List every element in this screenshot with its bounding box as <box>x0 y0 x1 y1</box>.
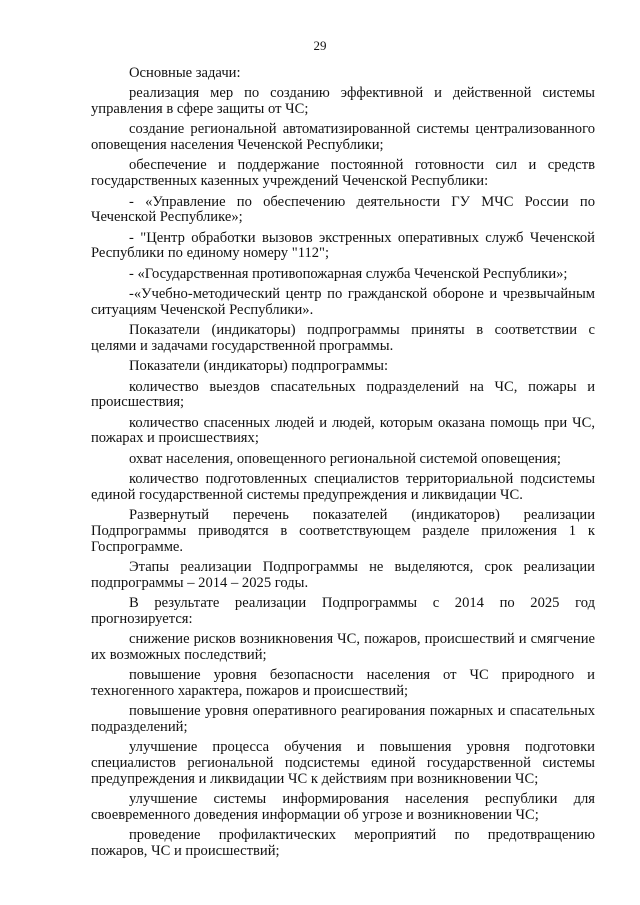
paragraph: - «Управление по обеспечению деятельности ГУ МЧС России по Чеченской Республике»; <box>91 193 595 226</box>
paragraph: улучшение процесса обучения и повышения уровня подготовки специалистов региональной подсистемы единой государственной системы предупреждения и ликвидации ЧС к действиям при возникновении ЧС; <box>91 739 595 788</box>
page-number: 29 <box>313 38 327 53</box>
paragraph: количество выездов спасательных подразделений на ЧС, пожары и происшествия; <box>91 378 595 411</box>
paragraph: реализация мер по созданию эффективной и действенной системы управления в сфере защиты от ЧС; <box>91 85 595 118</box>
document-body <box>91 66 595 865</box>
paragraph: -«Учебно-методический центр по гражданской обороне и чрезвычайным ситуациям Чеченской Республики». <box>91 286 595 318</box>
paragraph: количество подготовленных специалистов территориальной подсистемы единой государственной системы предупреждения и ликвидации ЧС. <box>91 471 595 503</box>
paragraph: проведение профилактических мероприятий по предотвращению пожаров, ЧС и происшествий; <box>91 827 595 860</box>
paragraph: Этапы реализации Подпрограммы не выделяются, срок реализации подпрограммы – 2014 – 2025 годы. <box>91 559 595 591</box>
paragraph: В результате реализации Подпрограммы с 2014 по 2025 год прогнозируется: <box>91 595 595 627</box>
paragraph: обеспечение и поддержание постоянной готовности сил и средств государственных казенных учреждений Чеченской Республики: <box>91 157 595 190</box>
paragraph: улучшение системы информирования населения республики для своевременного доведения информации об угрозе и возникновении ЧС; <box>91 791 595 824</box>
paragraph: повышение уровня оперативного реагирования пожарных и спасательных подразделений; <box>91 703 595 736</box>
paragraph: Развернутый перечень показателей (индикаторов) реализации Подпрограммы приводятся в соответствующем разделе приложения 1 к Госпрограмме. <box>91 507 595 555</box>
paragraph: - "Центр обработки вызовов экстренных оперативных служб Чеченской Республики по единому номеру "112"; <box>91 229 595 262</box>
paragraph: количество спасенных людей и людей, которым оказана помощь при ЧС, пожарах и происшествиях; <box>91 414 595 447</box>
paragraph: повышение уровня безопасности населения от ЧС природного и техногенного характера, пожаров и происшествий; <box>91 667 595 700</box>
paragraph: Показатели (индикаторы) подпрограммы: <box>129 358 389 375</box>
paragraph: - «Государственная противопожарная служба Чеченской Республики»; <box>129 265 568 282</box>
paragraph: снижение рисков возникновения ЧС, пожаров, происшествий и смягчение их возможных последствий; <box>91 631 595 663</box>
paragraph: создание региональной автоматизированной системы централизованного оповещения населения Чеченской Республики; <box>91 121 595 154</box>
paragraph: Основные задачи: <box>129 65 241 81</box>
paragraph: Показатели (индикаторы) подпрограммы приняты в соответствии с целями и задачами государственной программы. <box>91 322 595 354</box>
paragraph: охват населения, оповещенного региональной системой оповещения; <box>129 450 561 467</box>
